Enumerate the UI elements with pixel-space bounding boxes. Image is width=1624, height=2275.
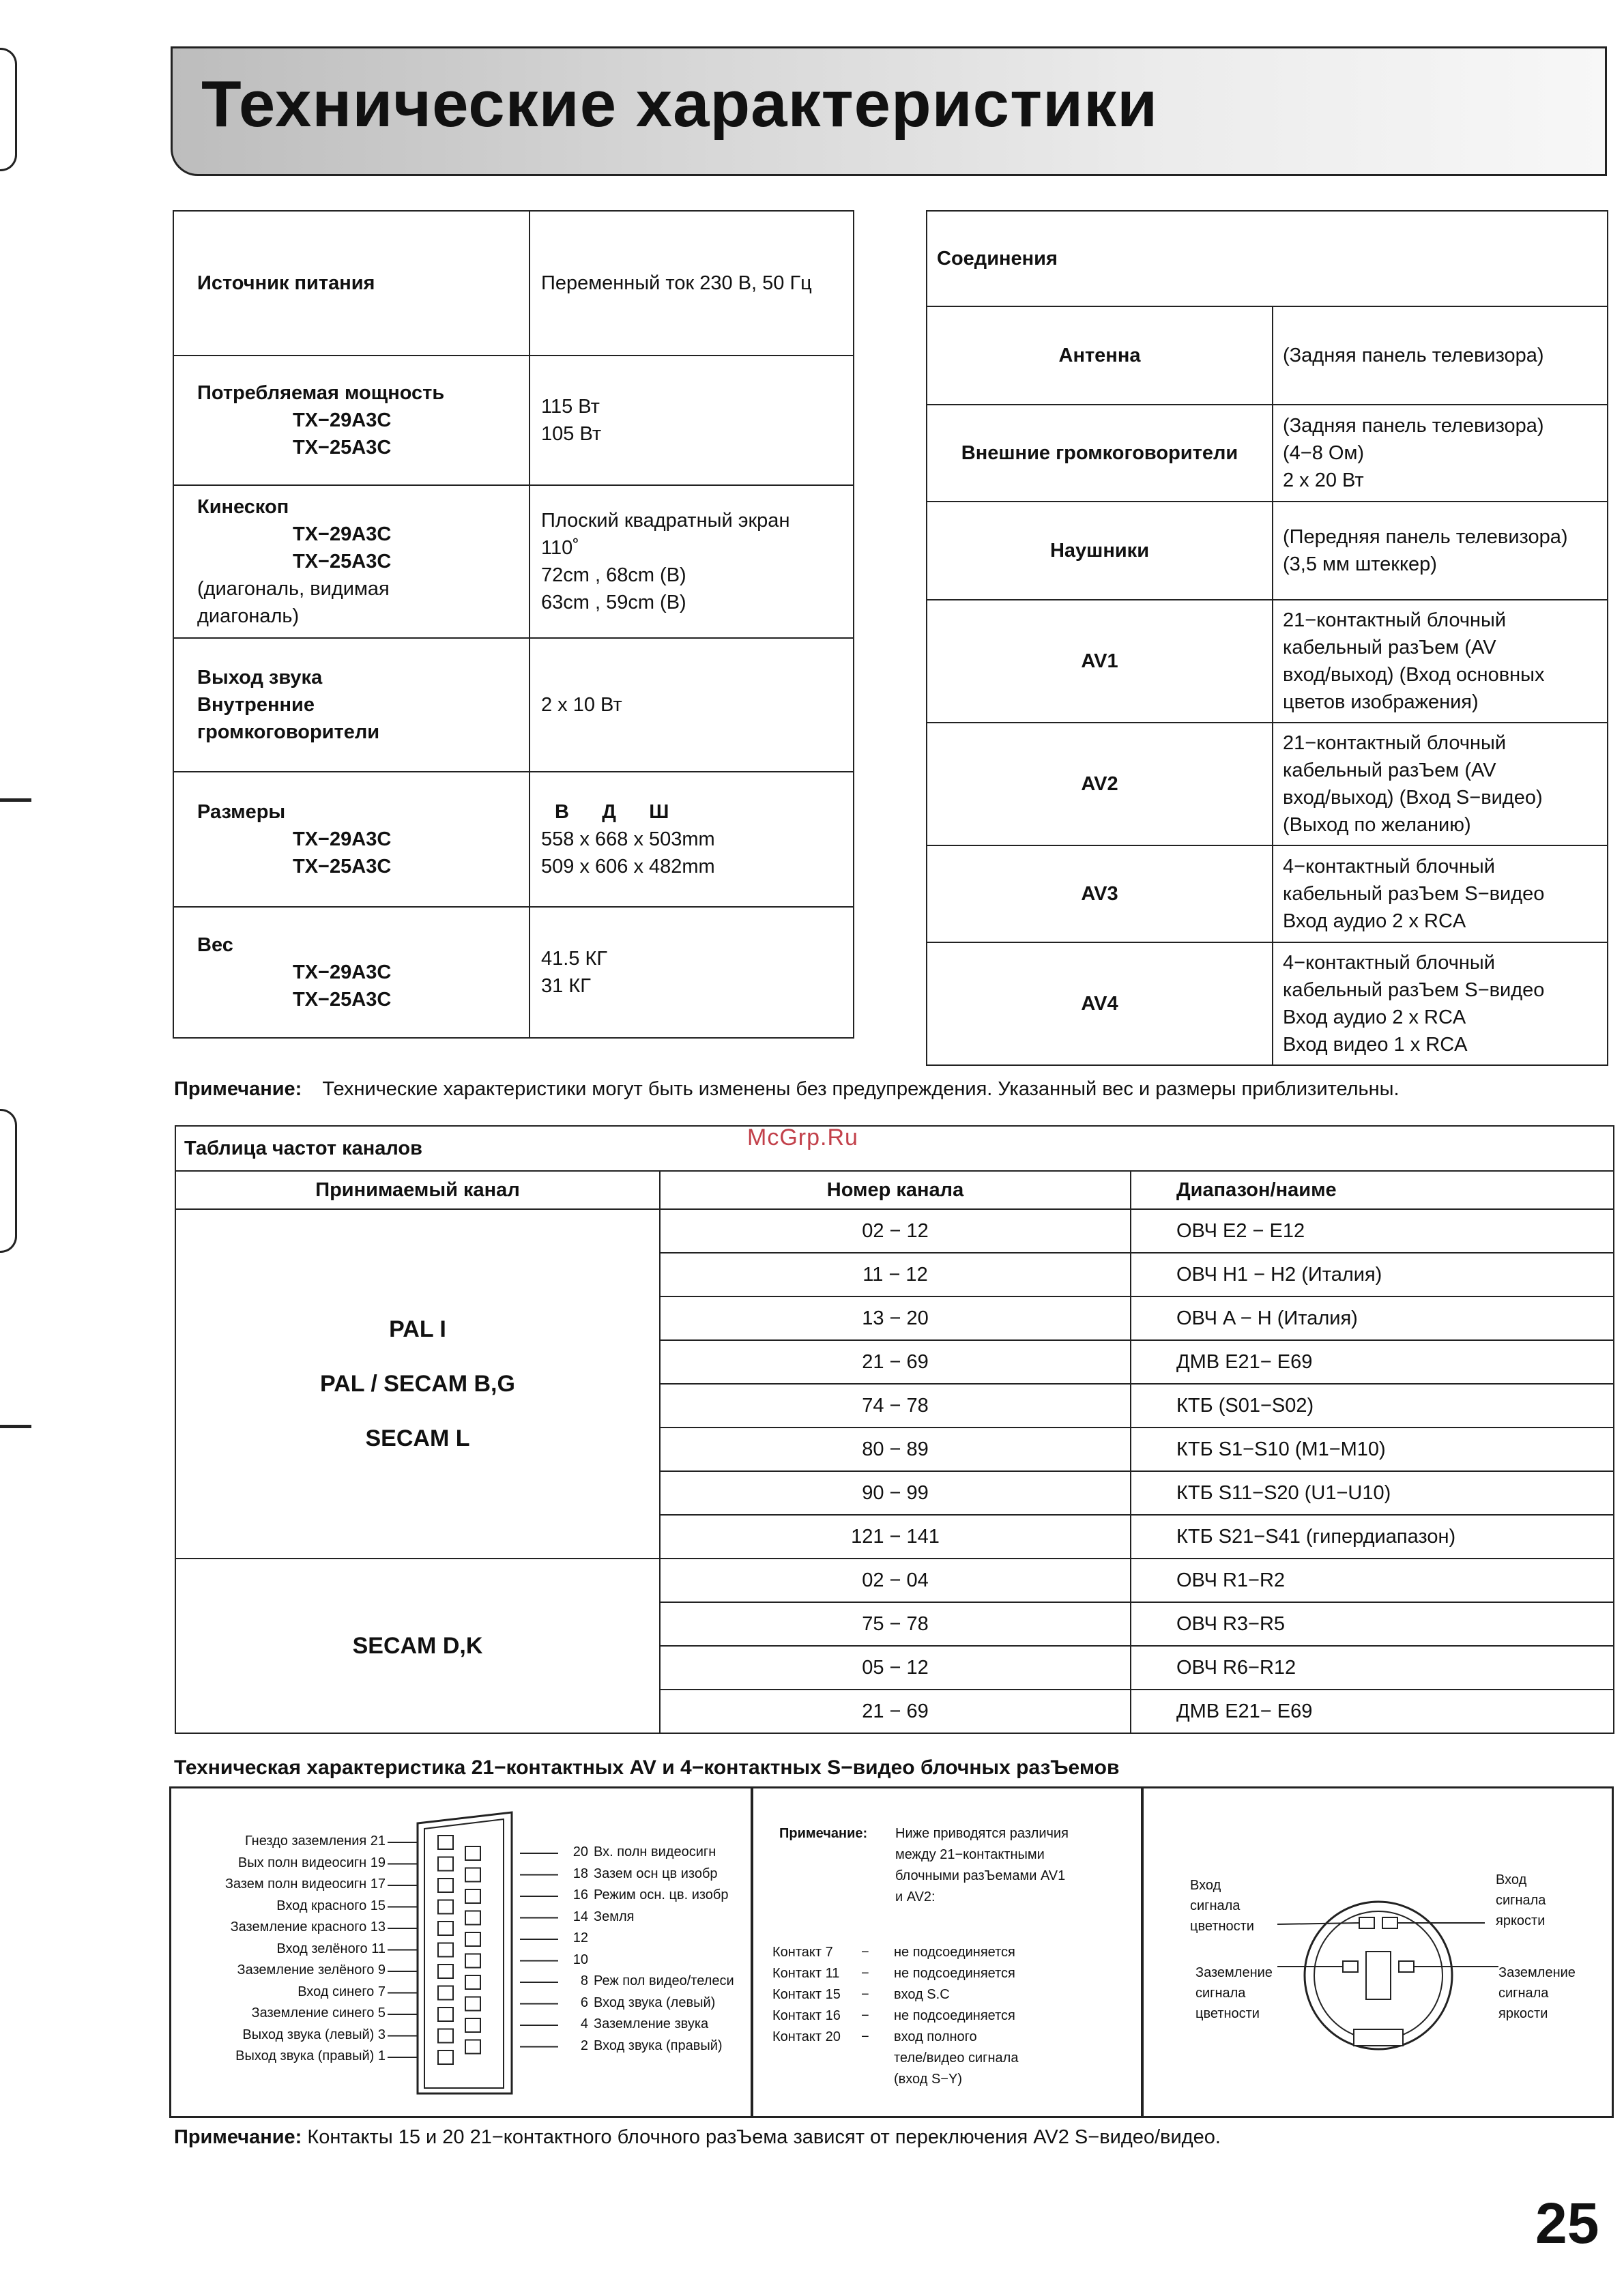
tube-value: Плоский квадратный экран [541, 510, 790, 532]
connection-desc: (4−8 Ом) [1283, 442, 1365, 464]
col-header-range: Диапазон/наиме [1131, 1171, 1614, 1209]
differences-note-label: Примечание: [779, 1826, 868, 1841]
scart-left-pin-label: Заземление красного 13 [230, 1919, 386, 1935]
connection-desc: вход/выход) (Вход S−видео) [1283, 787, 1543, 809]
edge-bracket-middle [0, 1109, 17, 1253]
note-label: Примечание: [174, 1078, 302, 1100]
weight-model: TX−25A3C [293, 989, 392, 1011]
scart-pin [438, 1900, 453, 1914]
contact-desc: вход S.C [894, 1987, 950, 2002]
contact-list [772, 1942, 1018, 2090]
spec-note [174, 1078, 1400, 1101]
edge-tick-1 [0, 798, 31, 802]
weight-label: Вес [197, 934, 233, 956]
channel-frequency-table [175, 1125, 1614, 1734]
channel-number: 21 − 69 [660, 1690, 1131, 1733]
connection-desc: кабельный разЪем (AV [1283, 759, 1496, 781]
scart-pin [465, 1889, 480, 1903]
channel-number: 75 − 78 [660, 1602, 1131, 1646]
spec-row-power [173, 211, 854, 356]
freq-table-caption: Таблица частот каналов [175, 1126, 1614, 1171]
tube-value: 72cm , 68cm (В) [541, 564, 686, 586]
col-header-channel: Принимаемый канал [175, 1171, 660, 1209]
connection-row [927, 600, 1608, 723]
connection-name: Внешние громкоговорители [927, 405, 1273, 502]
system-label: PAL / SECAM B,G [320, 1371, 515, 1397]
scart-left-pin-label: Гнездо заземления 21 [244, 1834, 386, 1849]
scart-pin [438, 1836, 453, 1849]
page-number: 25 [1535, 2191, 1599, 2255]
scart-pin [465, 1911, 480, 1925]
consumption-value: 115 Вт [541, 396, 600, 418]
consumption-value: 105 Вт [541, 423, 602, 445]
edge-bracket-top [0, 48, 17, 171]
connections-header-row [927, 211, 1608, 306]
connection-row [927, 845, 1608, 942]
luma-input-label: Вход сигнала яркости [1496, 1872, 1546, 1928]
weight-value: 41.5 КГ [541, 948, 608, 970]
size-label: Размеры [197, 801, 286, 823]
sound-value: 2 x 10 Вт [530, 638, 854, 772]
spec-table [173, 210, 854, 1039]
differences-note-line: блочными разЪемами AV1 [895, 1868, 1066, 1883]
scart-left-pin-label: Вых полн видеосигн 19 [237, 1855, 386, 1870]
channel-range: ОВЧ R1−R2 [1131, 1559, 1614, 1602]
scart-pin [465, 1868, 480, 1882]
connection-desc: (Передняя панель телевизора) [1283, 526, 1568, 548]
channel-number: 121 − 141 [660, 1515, 1131, 1559]
scart-pin [465, 2040, 480, 2054]
channel-range: КТБ S11−S20 (U1−U10) [1131, 1471, 1614, 1515]
scart-right-pin-label: 16 Режим осн. цв. изобр [572, 1887, 729, 1902]
power-label: Источник питания [173, 211, 530, 356]
connection-desc: (Задняя панель телевизора) [1283, 415, 1544, 437]
channel-range: ОВЧ R3−R5 [1131, 1602, 1614, 1646]
channel-number: 90 − 99 [660, 1471, 1131, 1515]
scart-pin [438, 1857, 453, 1871]
scart-left-pin-label: Выход звука (правый) 1 [235, 2048, 386, 2063]
contact-desc: не подсоединяется [894, 1966, 1015, 1981]
channel-range: ОВЧ R6−R12 [1131, 1646, 1614, 1690]
channel-range: КТБ (S01−S02) [1131, 1384, 1614, 1428]
note-text: Контакты 15 и 20 21−контактного блочного разЪема зависят от переключения AV2 S−видео/видео. [307, 2126, 1221, 2148]
connector-section-title: Техническая характеристика 21−контактных AV и 4−контактных S−видео блочных разЪемов [174, 1756, 1120, 1779]
scart-right-pin-label: 4 Заземление звука [580, 2016, 709, 2031]
svideo-diagram [1144, 1788, 1613, 2117]
connection-desc: (Задняя панель телевизора) [1283, 345, 1544, 366]
channel-number: 02 − 12 [660, 1209, 1131, 1253]
scart-pin [438, 1879, 453, 1892]
connections-header: Соединения [927, 211, 1608, 306]
connection-desc: кабельный разЪем S−видео [1283, 883, 1545, 905]
size-value: 509 x 606 x 482mm [541, 856, 715, 878]
tube-value: 63cm , 59cm (В) [541, 592, 686, 613]
scart-right-pin-label: 8 Реж пол видео/телеси [580, 1973, 734, 1988]
tube-label: Кинескоп [197, 496, 289, 518]
system-label: SECAM D,K [175, 1559, 660, 1733]
system-label: PAL I [389, 1316, 446, 1342]
connection-row [927, 306, 1608, 405]
luma-ground-label: Заземление сигнала яркости [1498, 1965, 1576, 2021]
connection-name: AV1 [927, 600, 1273, 723]
scart-right-pin-label: 2 Вход звука (правый) [580, 2038, 723, 2053]
chroma-input-label: Вход сигнала цветности [1190, 1878, 1254, 1934]
scart-pin [465, 1975, 480, 1989]
scart-pin [438, 1922, 453, 1935]
note-text: Технические характеристики могут быть изменены без предупреждения. Указанный вес и размеры приблизительны. [322, 1078, 1400, 1100]
scart-pin [465, 1932, 480, 1946]
contact-name: Контакт 15 [772, 1987, 841, 2002]
sound-label: Выход звука [197, 667, 323, 689]
col-header-number: Номер канала [660, 1171, 1131, 1209]
channel-number: 11 − 12 [660, 1253, 1131, 1296]
differences-note-line: и AV2: [895, 1889, 936, 1904]
scart-left-pin-label: Заземление зелёного 9 [237, 1962, 386, 1977]
size-value: 558 x 668 x 503mm [541, 828, 715, 850]
scart-pin [438, 1943, 453, 1957]
tube-model: TX−25A3C [293, 551, 392, 573]
scart-pin-grid [438, 1836, 480, 2064]
connection-desc: (Выход по желанию) [1283, 814, 1471, 836]
scart-right-pin-label: 6 Вход звука (левый) [580, 1995, 716, 2010]
contact-desc-cont: (вход S−Y) [894, 2072, 962, 2087]
connection-name: Антенна [927, 306, 1273, 405]
channel-number: 74 − 78 [660, 1384, 1131, 1428]
contact-name: Контакт 16 [772, 2008, 841, 2023]
scart-pin [438, 1965, 453, 1978]
consumption-label: Потребляемая мощность [197, 382, 445, 404]
channel-range: КТБ S1−S10 (M1−M10) [1131, 1428, 1614, 1471]
page-title: Технические характеристики [201, 68, 1159, 141]
connection-desc: кабельный разЪем S−видео [1283, 979, 1545, 1001]
tube-note: (диагональ, видимая диагональ) [197, 578, 390, 627]
table-row [175, 1209, 1614, 1253]
scart-pin [438, 2008, 453, 2021]
consumption-model: TX−25A3C [293, 437, 392, 459]
scart-pin [438, 1986, 453, 2000]
scart-left-pin-label: Заземление синего 5 [251, 2005, 386, 2020]
channel-number: 02 − 04 [660, 1559, 1131, 1602]
connection-name: AV2 [927, 723, 1273, 845]
connection-desc: цветов изображения) [1283, 691, 1479, 713]
contact-item: Контакт 20 − вход полного [772, 2027, 1018, 2048]
spec-row-consumption [173, 356, 854, 485]
scart-pin [438, 2029, 453, 2043]
contact-name: Контакт 11 [772, 1966, 840, 1981]
connection-row [927, 723, 1608, 845]
edge-tick-2 [0, 1425, 31, 1428]
size-model: TX−25A3C [293, 856, 392, 878]
connections-table [926, 210, 1608, 1066]
connection-row [927, 502, 1608, 600]
connection-desc: 4−контактный блочный [1283, 856, 1495, 878]
scart-right-pin-label: 10 [572, 1952, 588, 1967]
channel-number: 80 − 89 [660, 1428, 1131, 1471]
scart-pin [465, 1997, 480, 2011]
tube-value: 110˚ [541, 537, 579, 559]
spec-row-tube [173, 485, 854, 638]
scart-right-pin-label: 20 Вх. полн видеосигн [572, 1844, 716, 1859]
connection-desc: 21−контактный блочный [1283, 609, 1507, 631]
spec-row-sound [173, 638, 854, 772]
power-value: Переменный ток 230 В, 50 Гц [530, 211, 854, 356]
channel-number: 13 − 20 [660, 1296, 1131, 1340]
channel-range: КТБ S21−S41 (гипердиапазон) [1131, 1515, 1614, 1559]
differences-note-line: между 21−контактными [895, 1847, 1045, 1862]
connection-desc: 2 x 20 Вт [1283, 469, 1364, 491]
scart-left-pin-label: Зазем полн видеосигн 17 [224, 1876, 386, 1892]
channel-range: ОВЧ H1 − H2 (Италия) [1131, 1253, 1614, 1296]
connection-row [927, 405, 1608, 502]
connection-desc: Вход аудио 2 x RCA [1283, 910, 1466, 932]
contact-item: Контакт 7 − не подсоединяется [772, 1942, 1018, 1963]
scart-pin [465, 1954, 480, 1968]
connection-name: AV4 [927, 942, 1273, 1065]
size-model: TX−29A3C [293, 828, 392, 850]
consumption-model: TX−29A3C [293, 409, 392, 431]
connector-note [174, 2126, 1221, 2149]
weight-value: 31 КГ [541, 975, 591, 997]
contact-name: Контакт 20 [772, 2029, 841, 2044]
table-row [175, 1559, 1614, 1602]
scart-pin [465, 1846, 480, 1860]
contact-desc: не подсоединяется [894, 1945, 1015, 1960]
spec-row-size [173, 772, 854, 907]
contact-name: Контакт 7 [772, 1945, 833, 1960]
system-label: SECAM L [365, 1425, 470, 1451]
connection-desc: (3,5 мм штеккер) [1283, 553, 1437, 575]
channel-number: 21 − 69 [660, 1340, 1131, 1384]
scart-pin [465, 2018, 480, 2032]
connection-desc: кабельный разЪем (AV [1283, 637, 1496, 658]
chroma-ground-label: Заземление сигнала цветности [1195, 1965, 1273, 2021]
scart-right-pin-label: 12 [572, 1930, 588, 1945]
contact-item: Контакт 11 − не подсоединяется [772, 1963, 1018, 1984]
connection-desc: Вход видео 1 x RCA [1283, 1034, 1468, 1056]
scart-left-pin-label: Вход красного 15 [276, 1898, 386, 1913]
channel-range: ДМВ E21− E69 [1131, 1340, 1614, 1384]
contact-item: Контакт 15 − вход S.C [772, 1984, 1018, 2005]
spec-row-weight [173, 907, 854, 1038]
contact-desc: не подсоединяется [894, 2008, 1015, 2023]
differences-note-line: Ниже приводятся различия [895, 1826, 1069, 1841]
scart-left-pin-label: Вход зелёного 11 [276, 1941, 386, 1956]
tube-model: TX−29A3C [293, 523, 392, 545]
contact-item: Контакт 16 − не подсоединяется [772, 2005, 1018, 2027]
scart-left-pin-label: Выход звука (левый) 3 [242, 2027, 386, 2042]
panel-divider [751, 1786, 753, 2118]
connection-desc: Вход аудио 2 x RCA [1283, 1006, 1466, 1028]
connection-desc: вход/выход) (Вход основных [1283, 664, 1545, 686]
connection-desc: 21−контактный блочный [1283, 732, 1507, 754]
connection-row [927, 942, 1608, 1065]
note-label: Примечание: [174, 2126, 302, 2148]
sound-sublabel: Внутренние громкоговорители [197, 694, 380, 743]
differences-note [779, 1823, 1069, 1908]
scart-right-pin-label: 18 Зазем осн цв изобр [572, 1866, 718, 1881]
contact-desc-cont: теле/видео сигнала [894, 2051, 1019, 2066]
channel-range: ДМВ E21− E69 [1131, 1690, 1614, 1733]
contact-desc: вход полного [894, 2029, 977, 2044]
connection-name: AV3 [927, 845, 1273, 942]
scart-left-pin-label: Вход синего 7 [298, 1984, 386, 1999]
channel-range: ОВЧ A − H (Италия) [1131, 1296, 1614, 1340]
connection-name: Наушники [927, 502, 1273, 600]
channel-number: 05 − 12 [660, 1646, 1131, 1690]
scart-pin [438, 2051, 453, 2064]
weight-model: TX−29A3C [293, 961, 392, 983]
channel-range: ОВЧ E2 − E12 [1131, 1209, 1614, 1253]
size-header: В Д Ш [555, 801, 669, 823]
scart-right-pin-label: 14 Земля [572, 1909, 635, 1924]
watermark: McGrp.Ru [747, 1125, 858, 1150]
connection-desc: 4−контактный блочный [1283, 952, 1495, 974]
